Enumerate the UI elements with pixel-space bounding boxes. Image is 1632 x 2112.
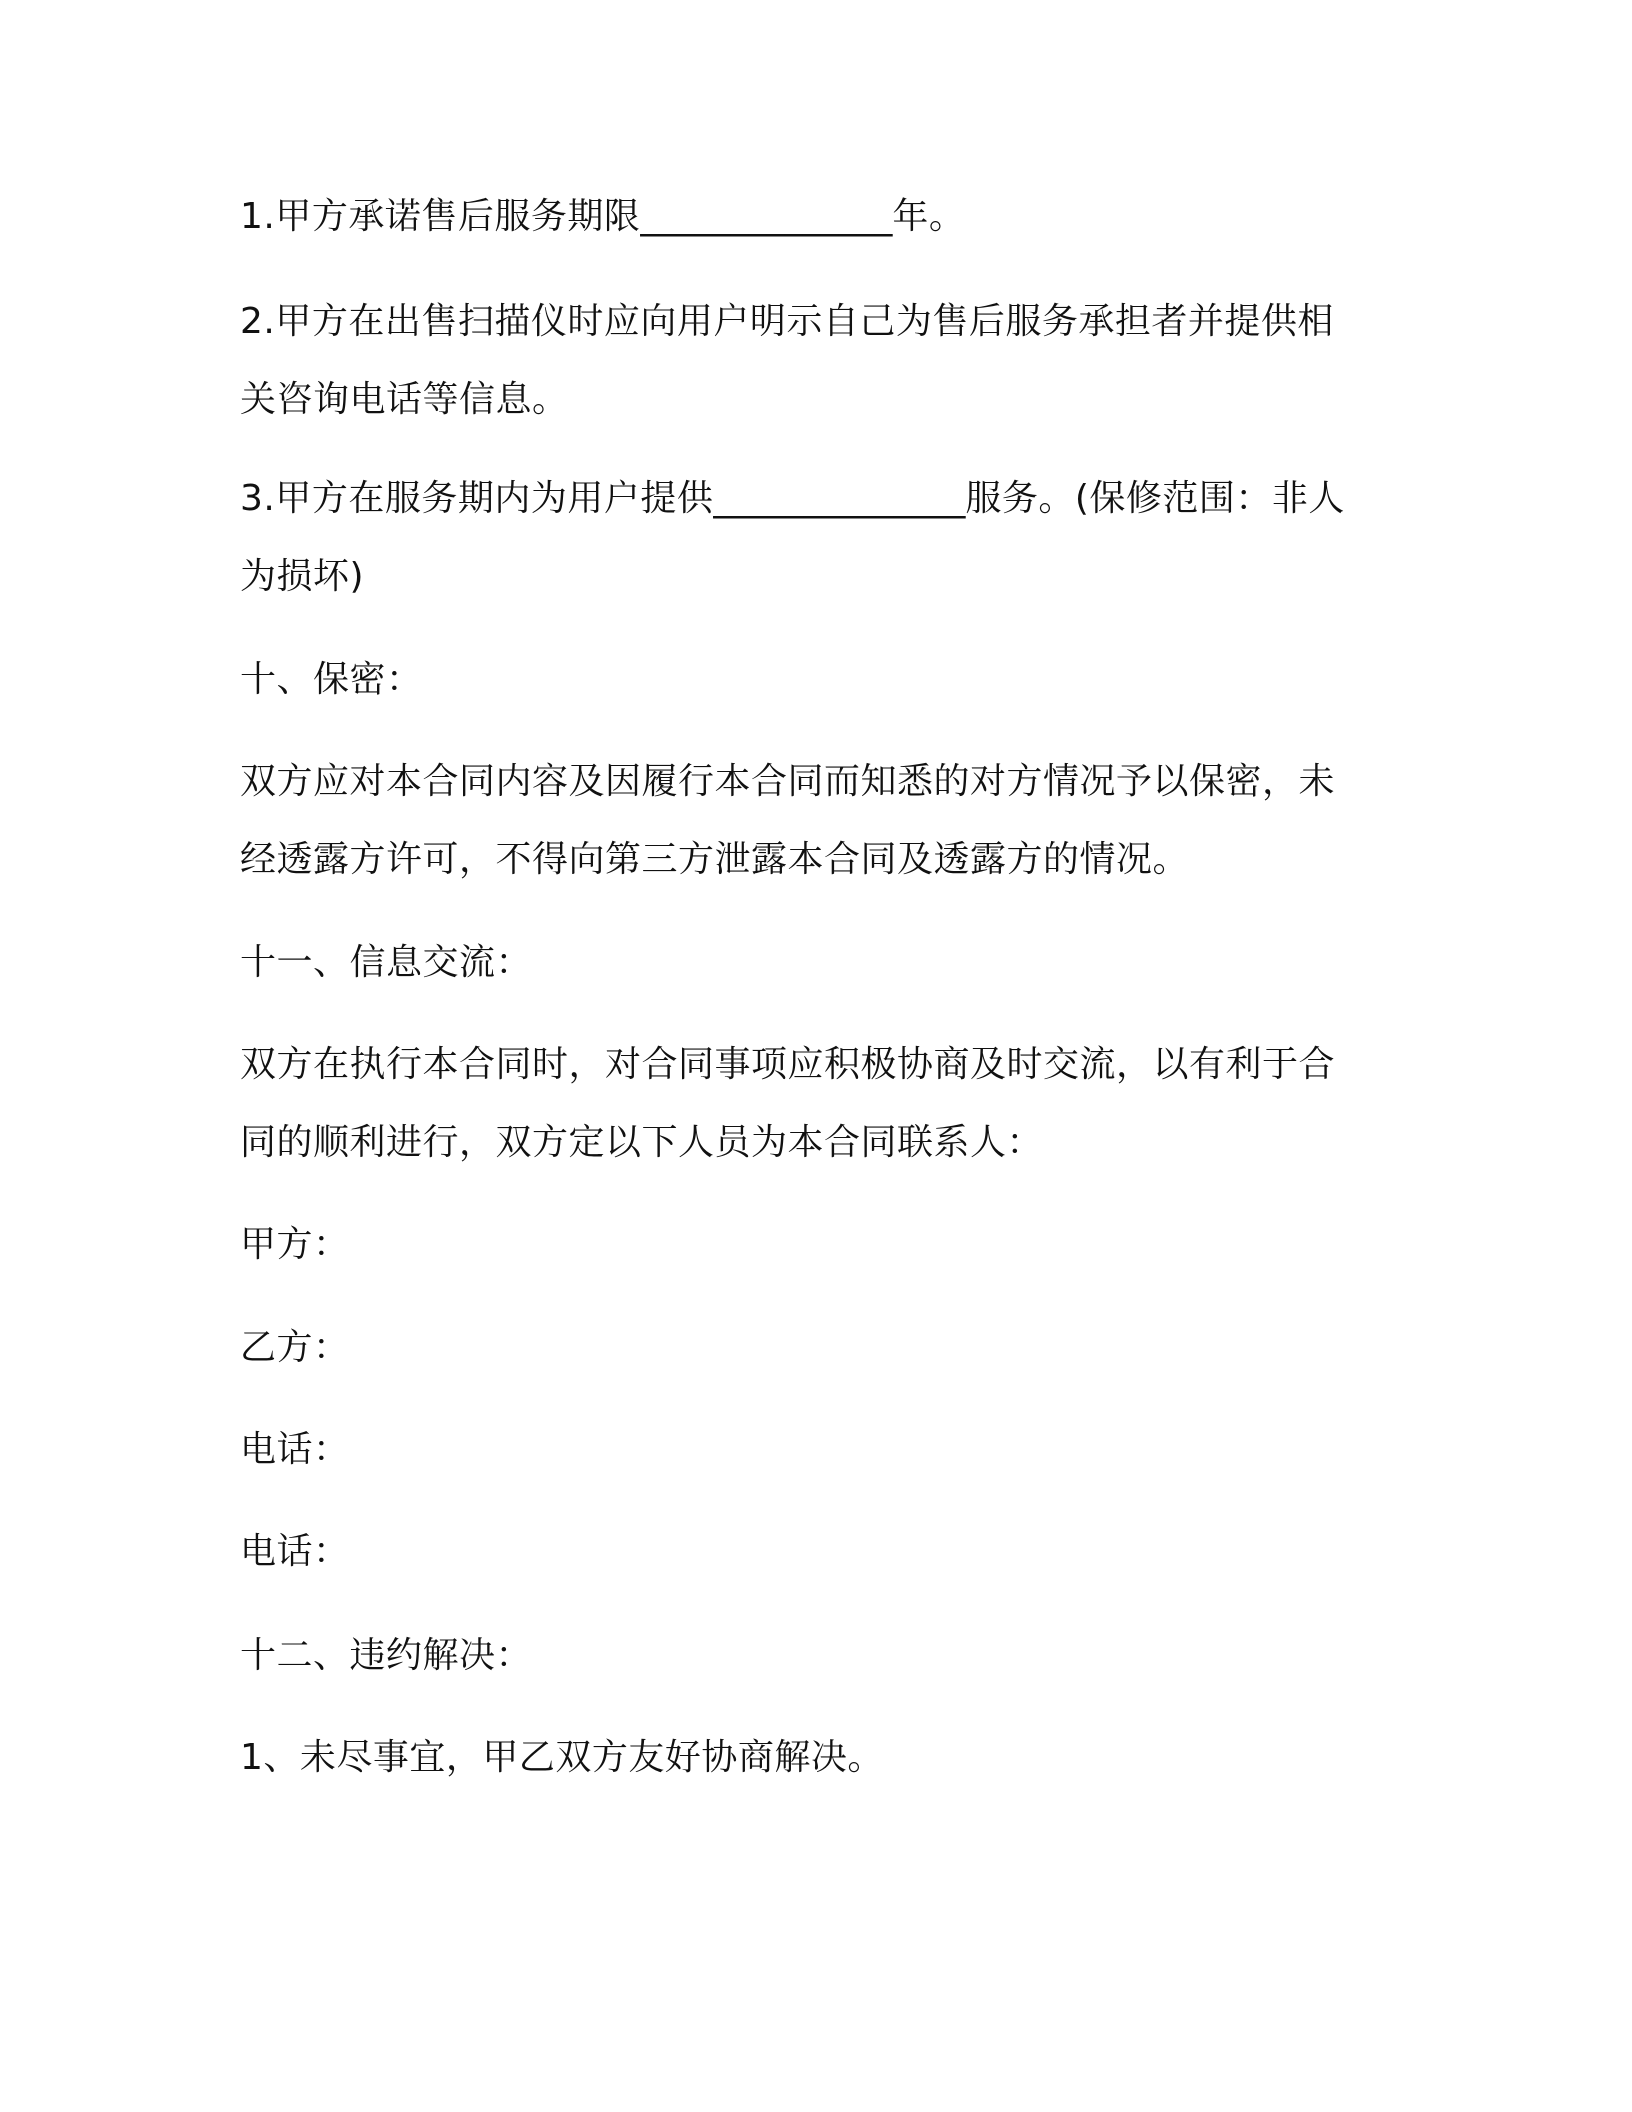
clause-service-scope-before: 3.甲方在服务期内为用户提供 xyxy=(240,478,714,519)
clause-information-exchange: 双方在执行本合同时，对合同事项应积极协商及时交流，以有利于合同的顺利进行，双方定以下人员为本合同联系人： xyxy=(240,1044,1336,1163)
clause-service-scope xyxy=(240,460,1360,616)
contact-party-b: 乙方： xyxy=(240,1327,350,1368)
service-scope-blank: ______________ xyxy=(713,478,966,519)
clause-breach-resolution-1: 1、未尽事宜，甲乙双方友好协商解决。 xyxy=(240,1737,884,1778)
section-heading-breach-resolution: 十二、违约解决： xyxy=(240,1635,533,1676)
clause-service-period xyxy=(240,178,1360,256)
contact-phone-2: 电话： xyxy=(240,1531,350,1572)
contact-phone-1: 电话： xyxy=(240,1429,350,1470)
clause-service-period-before: 1.甲方承诺售后服务期限 xyxy=(240,196,641,237)
section-heading-information-exchange: 十一、信息交流： xyxy=(240,942,533,983)
clause-after-sales-notice: 2.甲方在出售扫描仪时应向用户明示自己为售后服务承担者并提供相关咨询电话等信息。 xyxy=(240,301,1334,420)
clause-confidentiality: 双方应对本合同内容及因履行本合同而知悉的对方情况予以保密，未经透露方许可，不得向第三方泄露本合同及透露方的情况。 xyxy=(240,761,1336,880)
clause-service-scope-after: 服务。(保修范围：非人为损坏) xyxy=(240,478,1345,597)
service-period-blank: ______________ xyxy=(640,196,893,237)
section-heading-confidentiality: 十、保密： xyxy=(240,659,423,700)
contact-party-a: 甲方： xyxy=(240,1224,350,1265)
clause-service-period-after: 年。 xyxy=(892,196,966,237)
